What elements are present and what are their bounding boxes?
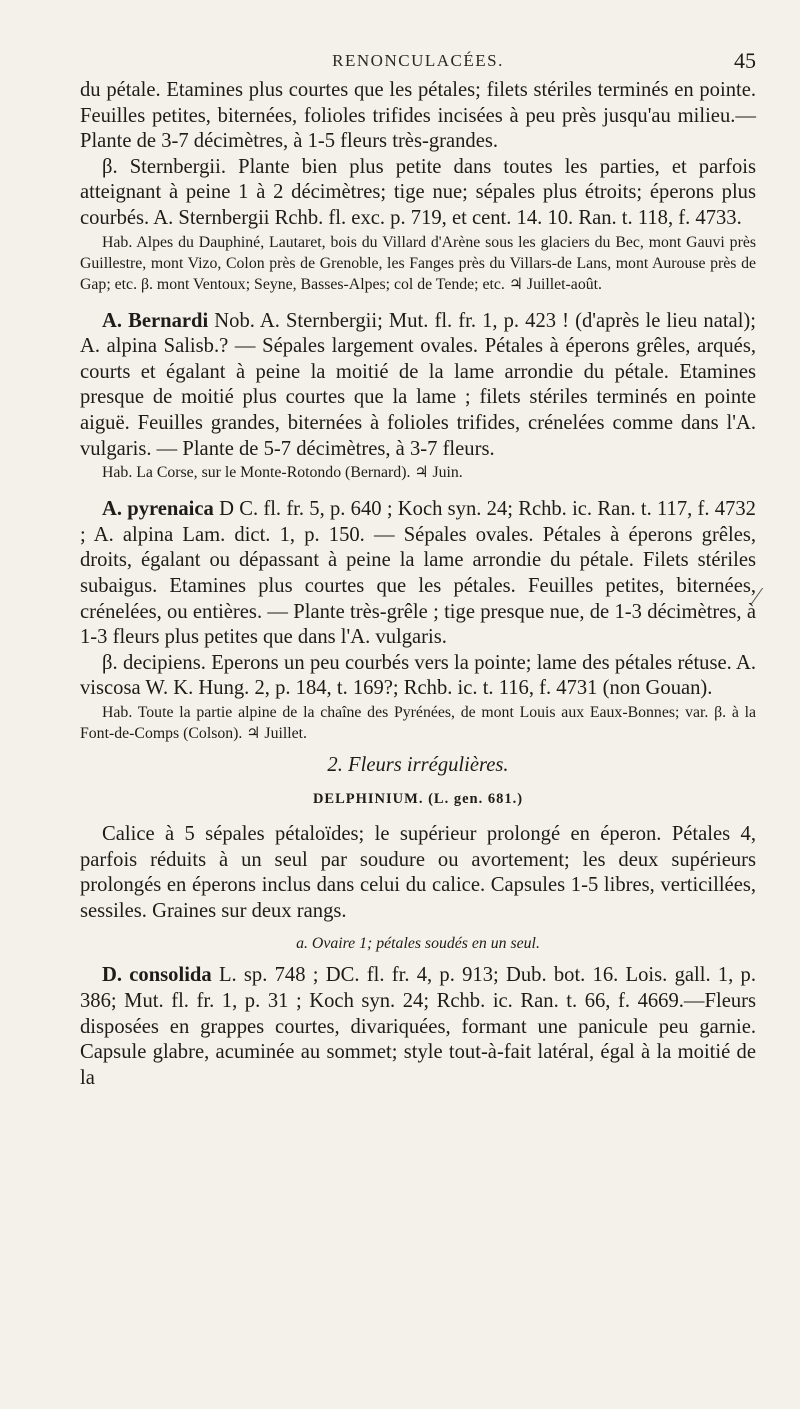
species-name: D. consolida — [102, 964, 212, 987]
species-text: Nob. A. Sternbergii; Mut. fl. fr. 1, p. 423 ! (d'après le lieu natal); A. alpina Salisb.? — Sépales largement ovales. Pétales à éperons grêles, arqués, courts et égalant à peine la moitié de la lame arrondie du pétale. Etamines presque de moitié plus courtes que la lame ; filets stériles terminés en pointe aiguë. Feuilles grandes, biternées à folioles trifides, crénelées comme dans l'A. vulgaris. — Plante de 5-7 décimètres, à 3-7 fleurs. — [80, 309, 756, 460]
habitat-bernardi: Hab. La Corse, sur le Monte-Rotondo (Bernard). ♃ Juin. — [102, 464, 463, 482]
habitat-vulgaris: Hab. Alpes du Dauphiné, Lautaret, bois du Villard d'Arène sous les glaciers du Bec, mont Gauvi près Guillestre, mont Vizo, Colon près de Grenoble, les Fanges près du Villars-de Lans, mont Aurouse près de Gap; etc. β. mont Ventoux; Seyne, Basses-Alpes; col de Tende; etc. ♃ Juillet-août. — [80, 233, 756, 293]
margin-mark: ⁄ — [755, 584, 760, 610]
habitat-pyrenaica: Hab. Toute la partie alpine de la chaîne des Pyrénées, de mont Louis aux Eaux-Bonnes; var. β. à la Font-de-Comps (Colson). ♃ Juillet. — [80, 703, 756, 742]
subsection-heading: a. Ovaire 1; pétales soudés en un seul. — [296, 935, 540, 953]
paragraph-continuation: du pétale. Etamines plus courtes que les pétales; filets stériles terminés en pointe. Feuilles petites, biternées, folioles trifides incisées à peu près jusqu'au milieu.— Plante de 3-7 décimètres, à 1-5 fleurs très-grandes. — [80, 79, 756, 153]
species-text: L. sp. 748 ; DC. fl. fr. 4, p. 913; Dub. bot. 16. Lois. gall. 1, p. 386; Mut. fl. fr. 1, p. 31 ; Koch syn. 24; Rchb. ic. Ran. t. 66, f. 4669.—Fleurs disposées en grappes courtes, divariquées, formant une panicule peu garnie. Capsule glabre, acuminée au sommet; style tout-à-fait latéral, égal à la moitié de la — [80, 964, 756, 1089]
section-heading: 2. Fleurs irrégulières. — [327, 753, 509, 776]
variety-sternbergii: β. Sternbergii. Plante bien plus petite dans toutes les parties, et parfois atteignant à peine 1 à 2 décimètres; tige nue; sépales plus étroits; éperons plus courbés. A. Sternbergii Rchb. fl. exc. p. 719, et cent. 14. 10. Ran. t. 118, f. 4733. — [80, 155, 756, 229]
running-head — [80, 0, 756, 78]
genus-heading: DELPHINIUM. (L. gen. 681.) — [312, 791, 524, 808]
genus-description: Calice à 5 sépales pétaloïdes; le supérieur prolongé en éperon. Pétales 4, parfois réduits à un seul par soudure ou avortement; les deux supérieurs prolongés en éperons inclus dans celui du calice. Capsules 1-5 libres, verticillées, sessiles. Graines sur deux rangs. — [80, 823, 756, 922]
running-title: RENONCULACÉES. — [332, 51, 504, 70]
species-bernardi — [80, 309, 756, 463]
page-number: 45 — [734, 48, 756, 73]
species-name: A. pyrenaica — [102, 498, 214, 521]
species-name: A. Bernardi — [102, 309, 209, 332]
species-text: D C. fl. fr. 5, p. 640 ; Koch syn. 24; Rchb. ic. Ran. t. 117, f. 4732 ; A. alpina Lam. dict. 1, p. 150. — Sépales ovales. Pétales à éperons grêles, droits, égalant ou dépassant à peine la lame arrondie du pétale. Filets stériles subaigus. Etamines plus courtes que les pétales. Feuilles petites, biternées, crénelées, ou entières. — Plante très-grêle ; tige presque nue, de 1-3 décimètres, à 1-3 fleurs plus petites que dans l'A. vulgaris. — [80, 498, 756, 649]
variety-decipiens: β. decipiens. Eperons un peu courbés vers la pointe; lame des pétales rétuse. A. viscosa W. K. Hung. 2, p. 184, t. 169?; Rchb. ic. t. 116, f. 4731 (non Gouan). — [80, 651, 756, 700]
species-pyrenaica — [80, 497, 756, 651]
species-consolida — [80, 963, 756, 1091]
